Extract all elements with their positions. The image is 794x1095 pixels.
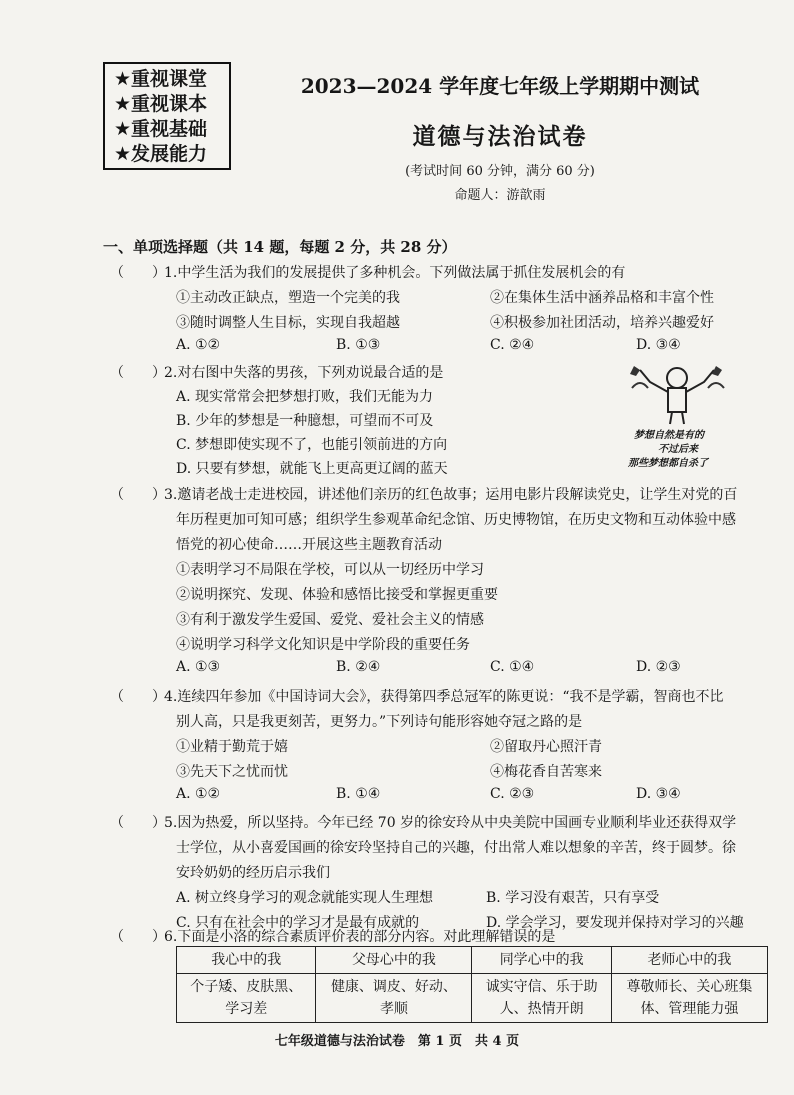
question-stem: 安玲奶奶的经历启示我们 [176,865,330,881]
answer-blank[interactable]: （ ） [110,487,166,503]
table-cell [611,974,767,1023]
cartoon-caption: 不过后来 [658,444,698,455]
option-b[interactable]: B. ①④ [336,786,381,802]
question-stem: 悟党的初心使命……开展这些主题教育活动 [176,537,442,553]
option-c[interactable]: C. ①④ [490,659,535,675]
option-c[interactable]: C. ②④ [490,337,535,353]
table-row [177,974,768,1023]
question-item: ①主动改正缺点，塑造一个完美的我 [176,290,400,306]
answer-blank[interactable]: （ ） [110,265,166,281]
question-stem: 5.因为热爱，所以坚持。今年已经 70 岁的徐安玲从中央美院中国画专业顺利毕业还获得双学 [164,815,737,831]
table-header: 父母心中的我 [316,947,472,974]
option-b[interactable]: B. ①③ [336,337,381,353]
option-d[interactable]: D. 学会学习，要发现并保持对学习的兴趣 [486,915,744,931]
question-item: ④积极参加社团活动，培养兴趣爱好 [490,315,714,331]
option-d[interactable]: D. ②③ [636,659,681,675]
option-c[interactable]: C. ②③ [490,786,535,802]
exam-info: (考试时间 60 分钟，满分 60 分) [405,164,595,179]
table-header: 老师心中的我 [611,947,767,974]
cell-line: 诚实守信、乐于助 [485,979,598,995]
question-stem: 士学位，从小喜爱国画的徐安玲坚持自己的兴趣，付出常人难以想象的辛苦，终于圆梦。徐 [176,840,736,856]
motto-line: ★重视课堂 [114,68,208,90]
option-a[interactable]: A. ①② [176,786,221,802]
question-item: ②说明探究、发现、体验和感悟比接受和掌握更重要 [176,587,498,603]
motto-line: ★重视基础 [114,118,208,140]
cartoon-caption: 梦想自然是有的 [634,430,704,441]
cell-line: 孝顺 [379,1001,408,1017]
question-item: ②在集体生活中涵养品格和丰富个性 [490,290,714,306]
evaluation-table [176,946,768,1023]
question-stem: 6.下面是小洛的综合素质评价表的部分内容。对此理解错误的是 [164,929,556,945]
question-item: ②留取丹心照汗青 [490,739,602,755]
cell-line: 体、管理能力强 [640,1001,739,1017]
cell-line: 尊敬师长、关心班集 [626,979,753,995]
option-a[interactable]: A. 树立终身学习的观念就能实现人生理想 [176,890,434,906]
exam-subtitle: 道德与法治试卷 [412,123,588,150]
section-heading: 一、单项选择题（共 14 题，每题 2 分，共 28 分） [103,238,457,256]
question-item: ①表明学习不局限在学校，可以从一切经历中学习 [176,562,484,578]
answer-blank[interactable]: （ ） [110,815,166,831]
question-item: ③随时调整人生目标，实现自我超越 [176,315,400,331]
answer-blank[interactable]: （ ） [110,929,166,945]
answer-blank[interactable]: （ ） [110,689,166,705]
question-stem: 4.连续四年参加《中国诗词大会》，获得第四季总冠军的陈更说：“我不是学霸，智商也不比 [164,689,724,705]
question-stem: 1.中学生活为我们的发展提供了多种机会。下列做法属于抓住发展机会的有 [164,265,626,281]
question-item: ④梅花香自苦寒来 [490,764,602,780]
motto-box [103,62,231,170]
table-cell [177,974,316,1023]
option-b[interactable]: B. 少年的梦想是一种臆想，可望而不可及 [176,413,434,429]
cartoon-caption: 那些梦想都自杀了 [628,458,708,469]
cell-line: 学习差 [225,1001,268,1017]
table-header: 我心中的我 [177,947,316,974]
table-cell [472,974,611,1023]
option-a[interactable]: A. ①② [176,337,221,353]
question-stem: 3.邀请老战士走进校园，讲述他们亲历的红色故事；运用电影片段解读党史，让学生对党的百 [164,487,738,503]
cell-line: 个子矮、皮肤黑、 [190,979,303,995]
answer-blank[interactable]: （ ） [110,365,166,381]
table-cell [316,974,472,1023]
option-b[interactable]: B. ②④ [336,659,381,675]
option-d[interactable]: D. 只要有梦想，就能飞上更高更辽阔的蓝天 [176,461,448,477]
page-footer: 七年级道德与法治试卷 第 1 页 共 4 页 [274,1034,520,1049]
question-item: ①业精于勤荒于嬉 [176,739,288,755]
question-stem: 别人高，只是我更刻苦，更努力。”下列诗句能形容她夺冠之路的是 [176,714,583,730]
cell-line: 健康、调皮、好动、 [330,979,457,995]
table-header: 同学心中的我 [472,947,611,974]
option-c[interactable]: C. 只有在社会中的学习才是最有成就的 [176,915,420,931]
option-a[interactable]: A. ①③ [176,659,221,675]
exam-title: 2023—2024 学年度七年级上学期期中测试 [300,74,700,98]
option-a[interactable]: A. 现实常常会把梦想打败，我们无能为力 [176,389,434,405]
option-d[interactable]: D. ③④ [636,337,681,353]
cell-line: 人、热情开朗 [499,1001,584,1017]
question-item: ③有利于激发学生爱国、爱党、爱社会主义的情感 [176,612,484,628]
option-b[interactable]: B. 学习没有艰苦，只有享受 [486,890,660,906]
question-item: ③先天下之忧而忧 [176,764,288,780]
question-stem: 2.对右图中失落的男孩，下列劝说最合适的是 [164,365,444,381]
motto-line: ★发展能力 [114,143,208,165]
table-header-row [177,947,768,974]
exam-author: 命题人：游歆雨 [454,188,546,203]
motto-line: ★重视课本 [114,93,208,115]
option-c[interactable]: C. 梦想即使实现不了，也能引领前进的方向 [176,437,448,453]
question-stem: 年历程更加可知可感；组织学生参观革命纪念馆、历史博物馆，在历史文物和互动体验中感 [176,512,736,528]
question-item: ④说明学习科学文化知识是中学阶段的重要任务 [176,637,470,653]
option-d[interactable]: D. ③④ [636,786,681,802]
cartoon-image [612,360,762,472]
